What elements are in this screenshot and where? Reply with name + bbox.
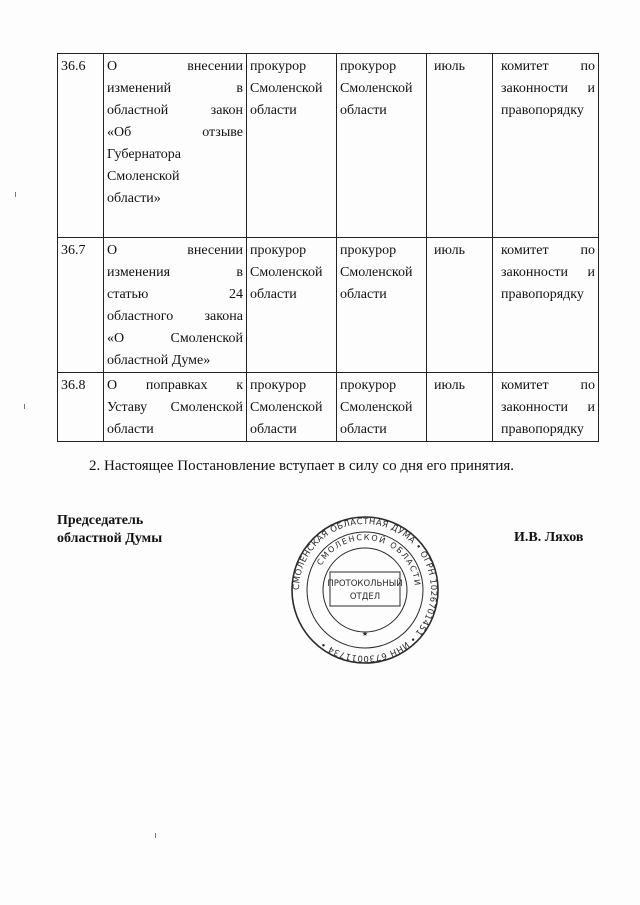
cell-line: Смоленской (250, 400, 323, 415)
cell-line: области» (107, 191, 161, 206)
cell-line: Смоленской (340, 81, 413, 96)
cell-line: Губернатора (107, 147, 182, 162)
signer-name: И.В. Ляхов (514, 530, 584, 545)
cell-line: правопорядку (501, 287, 584, 302)
cell-line: прокурор (340, 378, 397, 393)
cell-line: Смоленской (107, 169, 180, 184)
cell-line: Смоленской (340, 265, 413, 280)
scan-speck (155, 833, 156, 838)
cell-line: Уставу Смоленской (107, 400, 243, 415)
table-row (58, 54, 599, 238)
responsible-cell (337, 54, 427, 238)
signer-title (57, 512, 162, 548)
table-row (58, 238, 599, 373)
row-number: 36.6 (58, 54, 104, 238)
cell-line: областного закона (107, 309, 243, 324)
committee-cell (493, 373, 599, 442)
cell-line: комитет по (501, 378, 595, 393)
responsible-cell (337, 238, 427, 373)
committee-cell (493, 238, 599, 373)
cell-line: «О Смоленской (107, 331, 243, 346)
cell-line: прокурор (250, 59, 307, 74)
cell-line: О поправках к (107, 378, 243, 393)
stamp-center-line2: ОТДЕЛ (349, 592, 381, 602)
cell-line: области (340, 103, 387, 118)
stamp-outer-text: СМОЛЕНСКАЯ ОБЛАСТНАЯ ДУМА • ОГРН 1026701451 • ИНН 6730011734 • (291, 516, 439, 664)
scan-speck (24, 404, 25, 409)
cell-line: законности и (501, 81, 595, 96)
signer-title-line1: Председатель (57, 513, 144, 528)
cell-line: комитет по (501, 243, 595, 258)
cell-line: изменения в (107, 265, 243, 280)
cell-line: правопорядку (501, 422, 584, 437)
cell-line: областной Думе» (107, 353, 211, 368)
cell-line: правопорядку (501, 103, 584, 118)
cell-line: изменений в (107, 81, 243, 96)
month-cell: июль (427, 54, 493, 238)
stamp-middle-text: СМОЛЕНСКОЙ ОБЛАСТИ (315, 532, 422, 588)
cell-line: области (340, 422, 387, 437)
cell-line: областной закон (107, 103, 243, 118)
bill-title (104, 238, 247, 373)
committee-cell (493, 54, 599, 238)
month-cell: июль (427, 238, 493, 373)
month-cell: июль (427, 373, 493, 442)
signer-title-line2: областной Думы (57, 531, 163, 546)
initiator-cell (247, 238, 337, 373)
cell-line: области (107, 422, 154, 437)
cell-line: «Об отзыве (107, 125, 243, 140)
cell-line: статью 24 (107, 287, 243, 302)
legislative-plan-table (57, 53, 599, 442)
table-row (58, 373, 599, 442)
stamp-star-icon: ★ (361, 630, 369, 638)
responsible-cell (337, 373, 427, 442)
cell-line: области (250, 287, 297, 302)
cell-line: прокурор (250, 378, 307, 393)
cell-line: прокурор (340, 59, 397, 74)
cell-line: прокурор (250, 243, 307, 258)
scan-speck (15, 192, 16, 197)
clause-2-text: 2. Настоящее Постановление вступает в силу со дня его принятия. (89, 458, 515, 474)
initiator-cell (247, 373, 337, 442)
cell-line: области (250, 103, 297, 118)
cell-line: О внесении (107, 59, 243, 74)
cell-line: законности и (501, 400, 595, 415)
row-number: 36.8 (58, 373, 104, 442)
cell-line: О внесении (107, 243, 243, 258)
bill-title (104, 54, 247, 238)
cell-line: области (250, 422, 297, 437)
cell-line: Смоленской (250, 81, 323, 96)
cell-line: комитет по (501, 59, 595, 74)
cell-line: Смоленской (250, 265, 323, 280)
cell-line: законности и (501, 265, 595, 280)
official-seal-stamp (290, 515, 440, 665)
cell-line: области (340, 287, 387, 302)
cell-line: Смоленской (340, 400, 413, 415)
bill-title (104, 373, 247, 442)
cell-line: прокурор (340, 243, 397, 258)
row-number: 36.7 (58, 238, 104, 373)
stamp-center-line1: ПРОТОКОЛЬНЫЙ (327, 579, 403, 589)
initiator-cell (247, 54, 337, 238)
